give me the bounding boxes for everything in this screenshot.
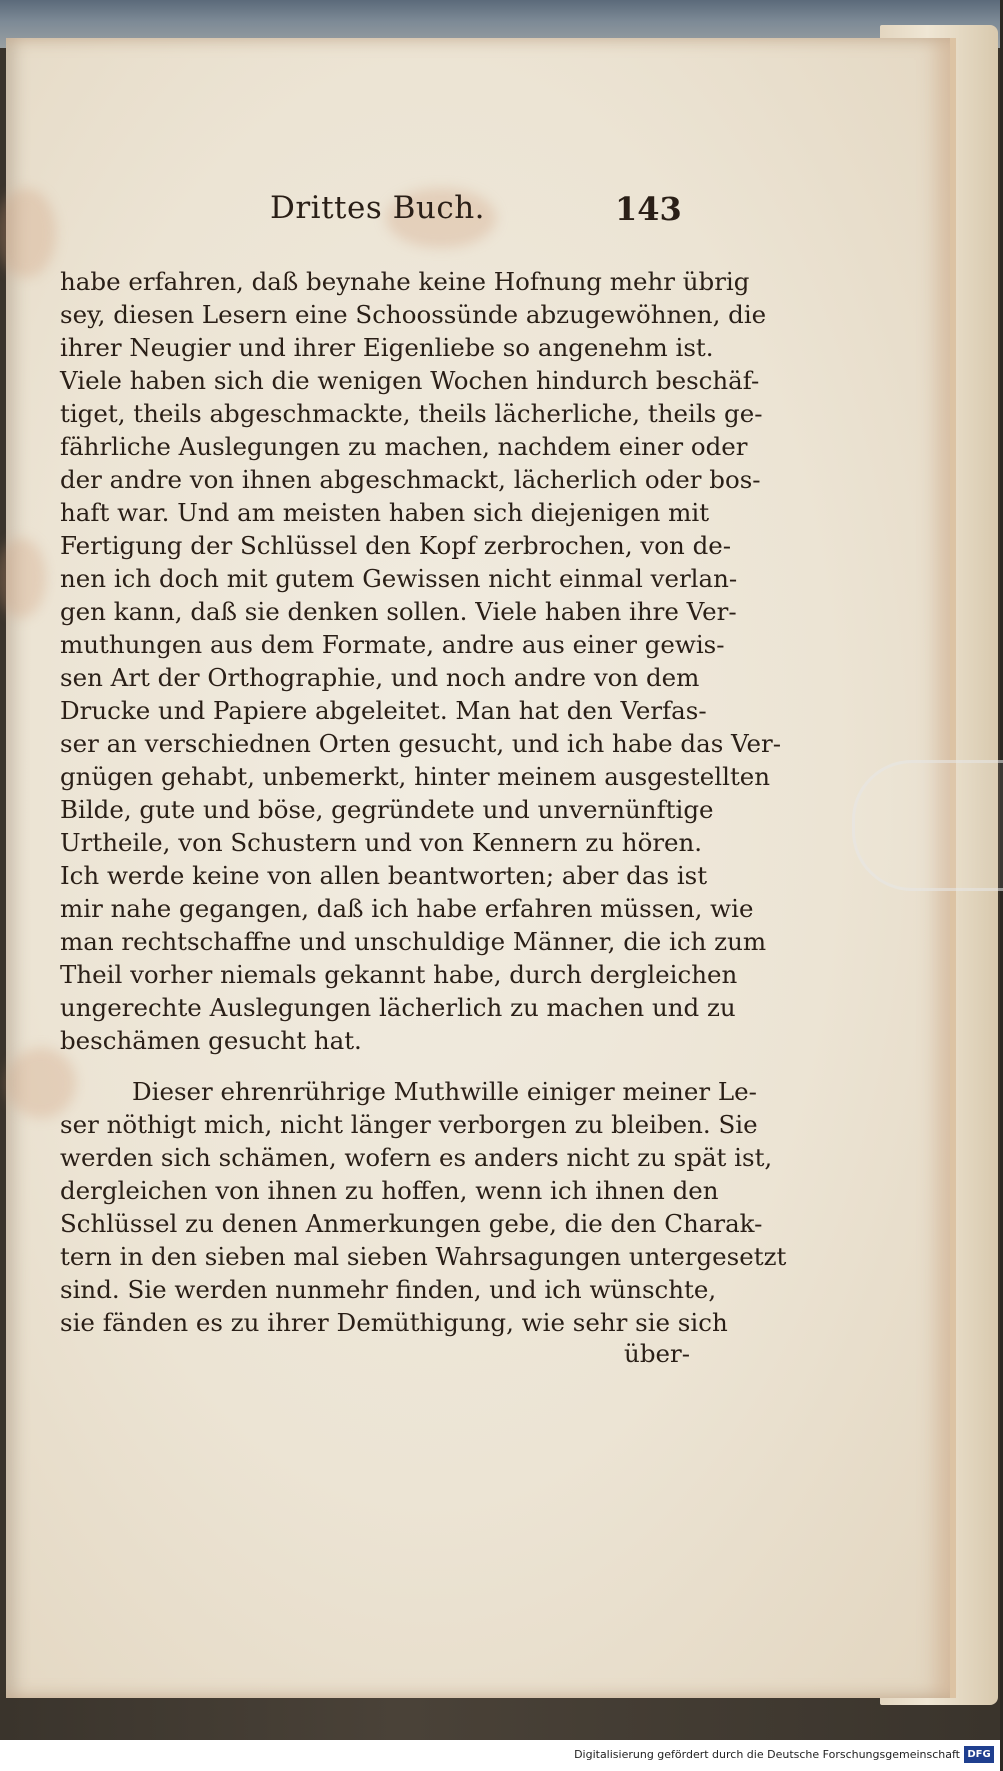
footer-band xyxy=(0,1740,1000,1771)
text-line: nen ich doch mit gutem Gewissen nicht einmal verlan- xyxy=(60,564,738,593)
dfg-logo: DFG xyxy=(964,1746,994,1763)
page-header xyxy=(0,190,1000,240)
text-line: ser nöthigt mich, nicht länger verborgen zu bleiben. Sie xyxy=(60,1110,758,1139)
text-line: tiget, theils abgeschmackte, theils lächerliche, theils ge- xyxy=(60,399,763,428)
text-line: man rechtschaffne und unschuldige Männer, die ich zum xyxy=(60,927,767,956)
text-line: Schlüssel zu denen Anmerkungen gebe, die den Charak- xyxy=(60,1209,763,1238)
funding-credit: Digitalisierung gefördert durch die Deutsche Forschungsgemeinschaft xyxy=(574,1748,960,1761)
body-text xyxy=(60,265,787,1369)
text-line: Viele haben sich die wenigen Wochen hindurch beschäf- xyxy=(60,366,760,395)
text-line: mir nahe gegangen, daß ich habe erfahren müssen, wie xyxy=(60,894,754,923)
page-number: 143 xyxy=(615,190,682,228)
page-stain xyxy=(0,538,46,618)
text-line: ihrer Neugier und ihrer Eigenliebe so angenehm ist. xyxy=(60,333,714,362)
page-clip xyxy=(852,760,1003,891)
text-line: sie fänden es zu ihrer Demüthigung, wie sehr sie sich xyxy=(60,1308,728,1337)
text-line: Urtheile, von Schustern und von Kennern zu hören. xyxy=(60,828,703,857)
text-line: der andre von ihnen abgeschmackt, lächerlich oder bos- xyxy=(60,465,761,494)
text-line: beschämen gesucht hat. xyxy=(60,1026,362,1055)
catchword: über- xyxy=(624,1339,690,1368)
paragraph-gap xyxy=(60,1057,694,1075)
text-line: Fertigung der Schlüssel den Kopf zerbrochen, von de- xyxy=(60,531,732,560)
text-line: fährliche Auslegungen zu machen, nachdem einer oder xyxy=(60,432,748,461)
text-line: haft war. Und am meisten haben sich diejenigen mit xyxy=(60,498,710,527)
text-line: Drucke und Papiere abgeleitet. Man hat den Verfas- xyxy=(60,696,707,725)
text-line: ser an verschiednen Orten gesucht, und ich habe das Ver- xyxy=(60,729,781,758)
text-line: Ich werde keine von allen beantworten; aber das ist xyxy=(60,861,708,890)
running-head: Drittes Buch. xyxy=(270,190,486,226)
text-line: Dieser ehrenrührige Muthwille einiger meiner Le- xyxy=(132,1077,757,1106)
text-line: gnügen gehabt, unbemerkt, hinter meinem ausgestellten xyxy=(60,762,771,791)
paragraph-1 xyxy=(60,265,781,1057)
text-line: sen Art der Orthographie, und noch andre von dem xyxy=(60,663,700,692)
paragraph-2 xyxy=(60,1075,787,1339)
text-line: muthungen aus dem Formate, andre aus einer gewis- xyxy=(60,630,725,659)
text-line: gen kann, daß sie denken sollen. Viele haben ihre Ver- xyxy=(60,597,737,626)
text-line: dergleichen von ihnen zu hoffen, wenn ich ihnen den xyxy=(60,1176,719,1205)
text-line: habe erfahren, daß beynahe keine Hofnung mehr übrig xyxy=(60,267,750,296)
text-line: sind. Sie werden nunmehr finden, und ich wünschte, xyxy=(60,1275,717,1304)
text-line: sey, diesen Lesern eine Schoossünde abzugewöhnen, die xyxy=(60,300,767,329)
text-line: ungerechte Auslegungen lächerlich zu machen und zu xyxy=(60,993,736,1022)
text-line: Bilde, gute und böse, gegründete und unvernünftige xyxy=(60,795,714,824)
text-line: Theil vorher niemals gekannt habe, durch dergleichen xyxy=(60,960,738,989)
text-line: werden sich schämen, wofern es anders nicht zu spät ist, xyxy=(60,1143,773,1172)
text-line: tern in den sieben mal sieben Wahrsagungen untergesetzt xyxy=(60,1242,787,1271)
